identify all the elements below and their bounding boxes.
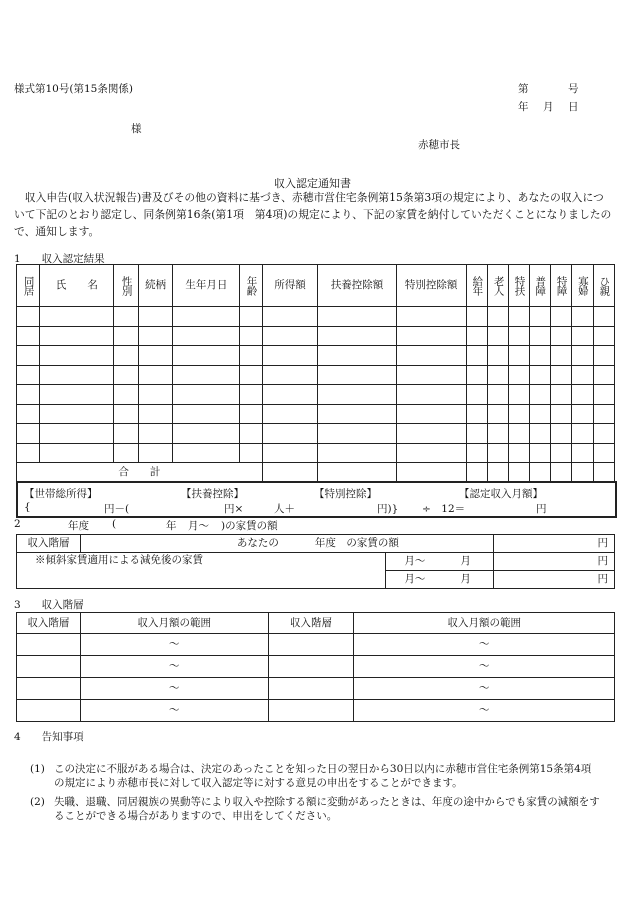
rent-rank-header: 収入階層 [17,535,81,553]
table-row [17,443,615,463]
table-cell [466,404,487,424]
table-cell [593,326,614,346]
table-cell [509,385,529,405]
table-cell [40,404,114,424]
period-cell-2 [386,571,494,589]
range-cell: ～ [80,656,268,678]
rent-table [16,534,615,589]
table-cell [240,326,262,346]
table-cell [318,365,396,385]
table-cell [593,404,614,424]
formula-brace-open: { [24,501,31,513]
table-cell [466,326,487,346]
date-year: 年 [518,101,529,113]
table-cell [40,346,114,366]
label-household-income: 【世帯総所得】 [24,488,98,500]
table-cell [173,326,240,346]
label-certified-monthly-income: 【認定収入月額】 [459,488,543,500]
table-cell [173,346,240,366]
issuer: 赤穂市長 [418,139,460,151]
table-cell [488,404,509,424]
table-cell [396,424,466,444]
table-cell [529,307,550,327]
notice-2-number: (2) [30,796,45,808]
table-cell [138,443,173,463]
table-cell [318,424,396,444]
col-disability: 普障 [534,276,547,295]
table-cell [40,385,114,405]
col-sex: 性別 [120,276,133,295]
table-cell [240,346,262,366]
period1-to: 月 [460,555,471,567]
table-row [17,700,615,722]
range-header-2: 収入月額の範囲 [354,613,615,634]
intro-paragraph: 収入申告(収入状況報告)書及びその他の資料に基づき、赤穂市営住宅条例第15条第3項の規定により、あなたの収入について下記のとおり認定し、同条例第16条(第1項 第4項)の規定により、下記の家賃を納付していただくことになりましたので、通知します。 [14,191,612,238]
label-special-deduction: 【特別控除】 [314,488,377,500]
doc-number-prefix: 第 [518,83,529,95]
table-cell [138,346,173,366]
col-cohabit: 同居 [22,276,35,295]
notice-1 [30,762,600,790]
formula-persons-plus: 人＋ [274,503,295,515]
table-cell [173,443,240,463]
table-cell [262,443,318,463]
table-cell [550,326,571,346]
table-cell [138,424,173,444]
label-dependent-deduction: 【扶養控除】 [181,488,244,500]
table-cell [114,346,138,366]
range-cell: ～ [354,700,615,722]
rank-cell [17,634,81,656]
rank-cell [17,678,81,700]
table-cell [240,365,262,385]
table-cell [114,365,138,385]
table-cell [488,326,509,346]
col-elderly: 老人 [492,276,505,295]
rank-cell [268,634,354,656]
rank-header-2: 収入階層 [268,613,354,634]
table-cell [593,346,614,366]
table-cell [572,424,593,444]
section2-heading [14,518,278,532]
table-header-row [17,265,615,307]
table-row [17,385,615,405]
table-cell [488,424,509,444]
income-result-table [16,264,615,483]
table-cell [509,365,529,385]
table-cell [550,424,571,444]
table-cell [40,424,114,444]
table-cell [173,365,240,385]
table-cell [488,307,509,327]
table-cell [138,307,173,327]
table-cell [572,365,593,385]
rank-cell [268,656,354,678]
section4-heading: 4 告知事項 [14,731,84,743]
section1-heading: 1 収入認定結果 [14,253,105,265]
table-cell [509,326,529,346]
rank-cell [17,656,81,678]
table-row [17,365,615,385]
range-cell: ～ [354,678,615,700]
table-cell [240,443,262,463]
period2-to: 月 [460,573,471,585]
table-cell [572,385,593,405]
table-cell [17,365,40,385]
table-cell [593,443,614,463]
table-cell [240,307,262,327]
table-cell [173,424,240,444]
table-row [17,678,615,700]
col-name: 氏 名 [40,265,114,307]
rank-header-1: 収入階層 [17,613,81,634]
range-cell: ～ [80,678,268,700]
table-cell [114,443,138,463]
table-cell [509,346,529,366]
table-cell [262,385,318,405]
table-cell [550,307,571,327]
section2-month-from: 月～ [188,520,209,532]
col-special-deduction: 特別控除額 [396,265,466,307]
rent-label-yours: あなたの [236,537,279,549]
table-cell [40,365,114,385]
table-cell [240,424,262,444]
table-cell [488,385,509,405]
table-cell [396,365,466,385]
table-cell [114,404,138,424]
table-cell [466,443,487,463]
range-header-1: 収入月額の範囲 [80,613,268,634]
section2-number: 2 [14,518,21,530]
col-dependent-deduction: 扶養控除額 [318,265,396,307]
table-cell [593,365,614,385]
total-label: 合 計 [17,463,263,483]
table-cell [529,365,550,385]
table-cell [466,424,487,444]
col-special-disability: 特障 [555,276,568,295]
table-cell [572,307,593,327]
table-cell [318,385,396,405]
rent-amount-label-cell [80,535,493,553]
table-cell [240,404,262,424]
table-cell [173,307,240,327]
table-cell [114,307,138,327]
table-cell [529,443,550,463]
table-cell [550,385,571,405]
income-formula-box [16,481,617,518]
table-cell [173,385,240,405]
section2-paren-open: ( [112,518,117,530]
table-cell [572,443,593,463]
range-cell: ～ [354,656,615,678]
table-cell [114,424,138,444]
range-cell: ～ [80,700,268,722]
table-cell [396,385,466,405]
table-cell [262,424,318,444]
notice-2 [30,795,600,823]
table-row [17,326,615,346]
table-cell [262,346,318,366]
table-cell [572,404,593,424]
rent-yen-1: 円 [494,535,615,553]
period1-from: 月～ [404,555,426,567]
table-cell [262,307,318,327]
table-cell [488,443,509,463]
table-cell [396,346,466,366]
table-cell [17,385,40,405]
table-cell [17,307,40,327]
formula-yen-minus: 円－( [104,503,130,515]
table-cell [40,443,114,463]
formula-yen-close: 円)} [377,503,399,515]
date-month: 月 [543,101,554,113]
table-cell [114,385,138,405]
notice-1-number: (1) [30,763,45,775]
period2-from: 月～ [404,573,426,585]
table-row [17,656,615,678]
table-cell [396,443,466,463]
col-age: 年齢 [245,276,258,295]
table-cell [138,404,173,424]
section2-year: 年 [166,520,177,532]
table-cell [529,326,550,346]
table-cell [466,385,487,405]
table-cell [509,404,529,424]
range-cell: ～ [80,634,268,656]
table-cell [488,365,509,385]
table-cell [17,424,40,444]
table-cell [17,346,40,366]
table-cell [262,326,318,346]
col-single-parent: ひ親 [598,276,611,295]
table-cell [318,346,396,366]
table-cell [466,365,487,385]
table-cell [40,307,114,327]
table-cell [262,404,318,424]
formula-yen-times: 円× [224,503,244,515]
table-row [17,404,615,424]
table-cell [17,404,40,424]
table-cell [318,443,396,463]
range-cell: ～ [354,634,615,656]
section3-heading: 3 収入階層 [14,599,84,611]
table-cell [593,307,614,327]
table-cell [509,307,529,327]
table-cell [138,385,173,405]
notice-1-text: この決定に不服がある場合は、決定のあったことを知った日の翌日から30日以内に赤穂市営住宅条例第15条第4項の規定により赤穂市長に対して収入認定等に対する意見の申出をすることができます。 [54,763,592,789]
rank-cell [268,700,354,722]
col-birthdate: 生年月日 [173,265,240,307]
rent-yen-2: 円 [494,553,615,571]
table-cell [550,443,571,463]
section2-heading-tail: )の家賃の額 [221,520,278,532]
table-cell [138,365,173,385]
table-cell [529,385,550,405]
rent-yen-3: 円 [494,571,615,589]
table-cell [173,404,240,424]
table-cell [509,443,529,463]
table-cell [17,443,40,463]
income-rank-table [16,612,615,722]
col-salary-pension: 給年 [471,276,484,295]
period-cell-1 [386,553,494,571]
doc-number-suffix: 号 [568,83,579,95]
date-day: 日 [568,101,579,113]
formula-result-yen: 円 [536,503,547,515]
table-cell [488,346,509,366]
col-relation: 続柄 [138,265,173,307]
table-cell [262,365,318,385]
formula-divide-12: ÷ 12＝ [422,503,466,515]
table-cell [17,326,40,346]
col-special-dependent: 特扶 [513,276,526,295]
col-income: 所得額 [262,265,318,307]
table-cell [529,424,550,444]
table-cell [572,346,593,366]
table-row [17,346,615,366]
table-row [17,634,615,656]
table-cell [593,424,614,444]
table-cell [466,346,487,366]
form-number: 様式第10号(第15条関係) [14,83,133,95]
rank-cell [17,700,81,722]
table-cell [318,307,396,327]
table-cell [593,385,614,405]
notice-2-text: 失職、退職、同居親族の異動等により収入や控除する額に変動があったときは、年度の途中からでも家賃の減額をすることができる場合がありますので、申出をしてください。 [54,796,600,822]
table-cell [138,326,173,346]
table-row [17,307,615,327]
table-cell [550,365,571,385]
table-cell [240,385,262,405]
table-cell [529,346,550,366]
page-title: 収入認定通知書 [274,177,351,190]
table-row [17,424,615,444]
table-cell [509,424,529,444]
table-cell [40,326,114,346]
table-cell [396,307,466,327]
table-cell [550,346,571,366]
rank-cell [268,678,354,700]
section2-fiscal-year: 年度 [68,520,89,532]
table-cell [550,404,571,424]
total-row [17,463,615,483]
table-cell [529,404,550,424]
col-widow: 寡婦 [576,276,589,295]
table-cell [572,326,593,346]
table-cell [466,307,487,327]
table-cell [318,404,396,424]
graduated-rent-note: ※傾斜家賃適用による減免後の家賃 [17,553,386,589]
table-cell [396,326,466,346]
table-cell [114,326,138,346]
rent-label-fiscal: 年度 の家賃の額 [314,537,399,549]
addressee-suffix: 様 [131,123,142,135]
table-cell [318,326,396,346]
table-cell [396,404,466,424]
